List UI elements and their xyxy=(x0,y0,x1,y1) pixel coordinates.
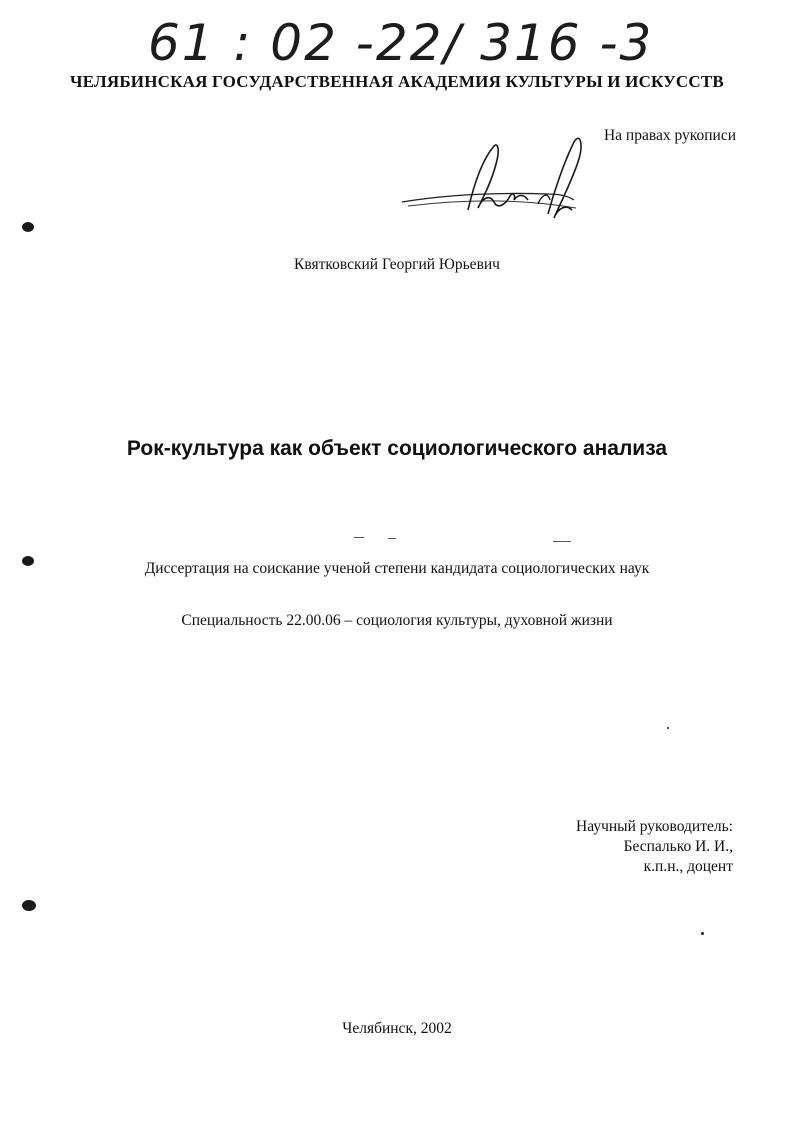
author-signature xyxy=(398,134,588,226)
supervisor-name: Беспалько И. И., xyxy=(623,838,733,855)
scan-speck xyxy=(667,727,669,729)
binder-hole-mark-middle xyxy=(22,556,34,566)
scan-dash xyxy=(553,541,571,542)
binder-hole-mark-bottom xyxy=(22,900,36,911)
supervisor-credentials: к.п.н., доцент xyxy=(643,858,733,875)
specialty-statement: Специальность 22.00.06 – социология культуры, духовной жизни xyxy=(181,612,613,629)
scan-dash xyxy=(354,537,364,538)
degree-statement: Диссертация на соискание ученой степени кандидата социологических наук xyxy=(144,560,650,577)
supervisor-block xyxy=(576,817,733,877)
binder-hole-mark-top xyxy=(22,222,34,232)
manuscript-rights-note: На правах рукописи xyxy=(603,127,736,144)
city-year: Челябинск, 2002 xyxy=(342,1020,452,1037)
author-name: Квятковский Георгий Юрьевич xyxy=(294,256,500,273)
dissertation-title: Рок-культура как объект социологического анализа xyxy=(126,437,668,460)
institution-name: ЧЕЛЯБИНСКАЯ ГОСУДАРСТВЕННАЯ АКАДЕМИЯ КУЛЬТУРЫ И ИСКУССТВ xyxy=(70,72,724,91)
scan-speck xyxy=(701,932,704,935)
scan-dash xyxy=(388,538,396,539)
handwritten-code-text: 61 : 02 -22/ 316 -3 xyxy=(148,14,654,72)
handwritten-archive-code xyxy=(140,8,654,74)
supervisor-role: Научный руководитель: xyxy=(576,818,733,835)
